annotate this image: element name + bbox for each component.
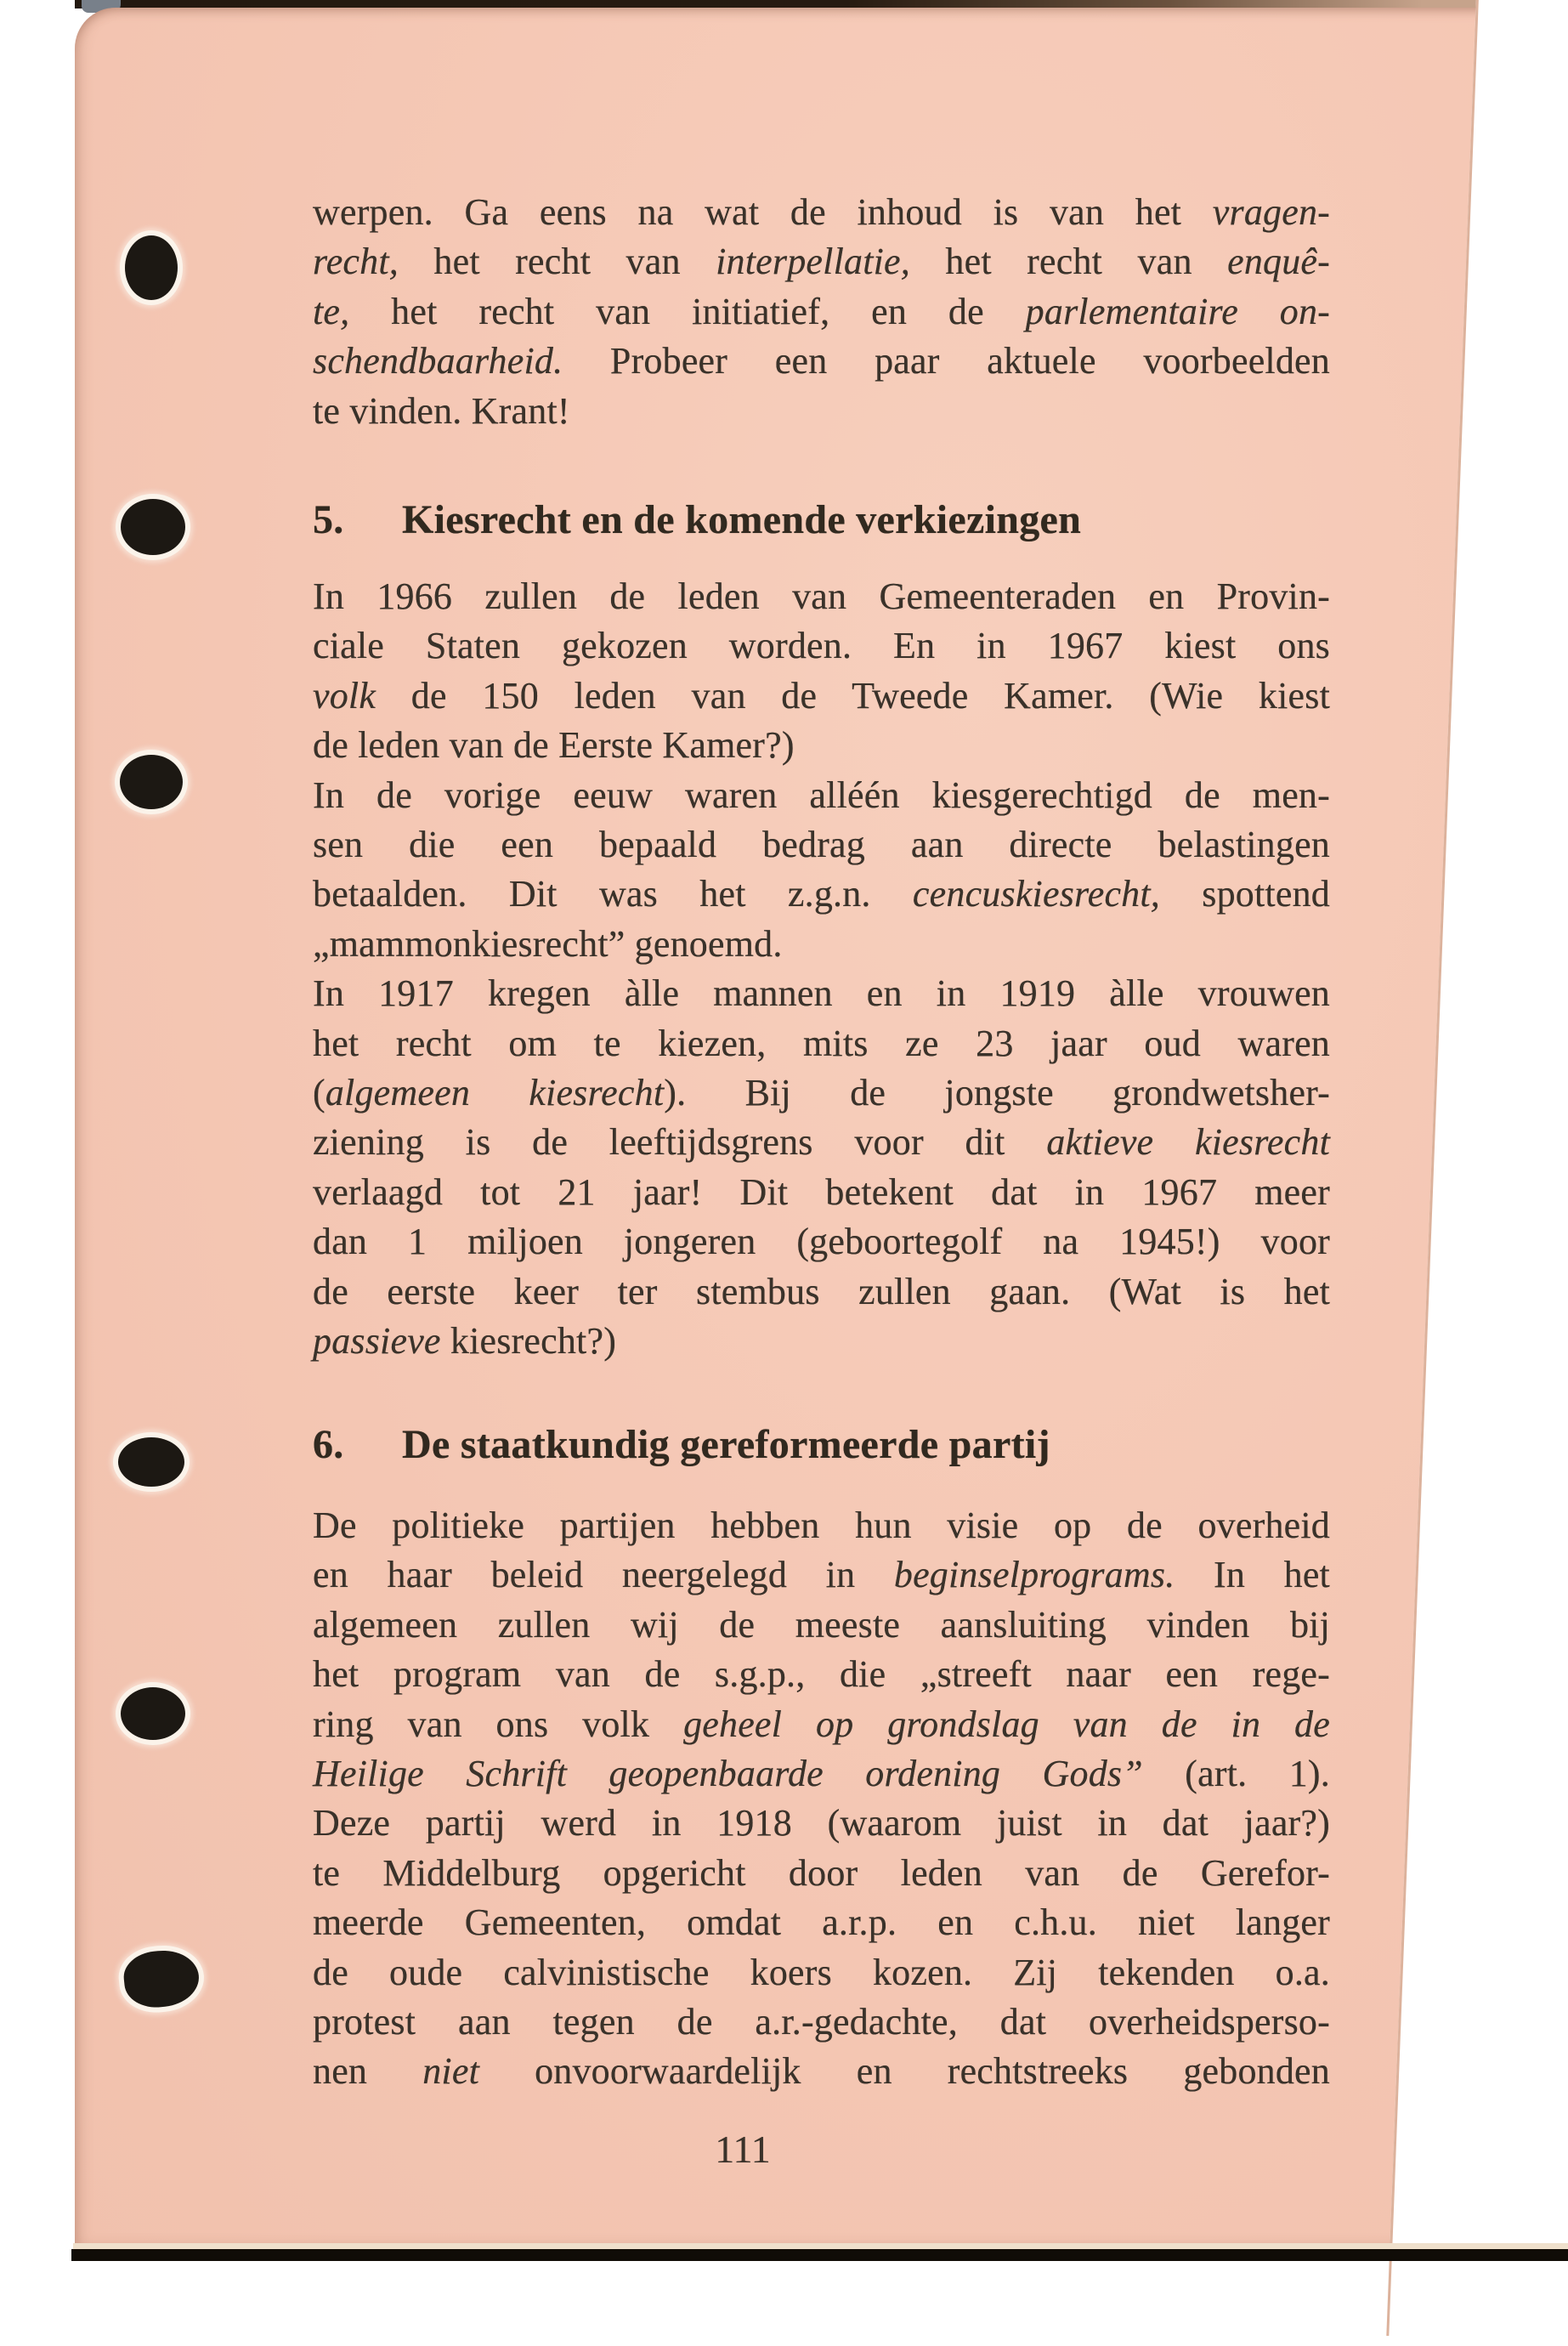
text-line: volk de 150 leden van de Tweede Kamer. (Wie kiest bbox=[313, 674, 1330, 717]
text-line: dan 1 miljoen jongeren (geboortegolf na 1945!) voor bbox=[313, 1221, 1330, 1263]
text-line: betaalden. Dit was het z.g.n. cencuskiesrecht, spottend bbox=[313, 873, 1330, 915]
paragraph-voting-rights bbox=[313, 572, 1330, 1367]
text-line: Heilige Schrift geopenbaarde ordening Gods” (art. 1). bbox=[313, 1753, 1330, 1795]
text-line: De politieke partijen hebben hun visie op de overheid bbox=[313, 1504, 1330, 1546]
text-line: de leden van de Eerste Kamer?) bbox=[313, 724, 795, 767]
punch-hole bbox=[121, 499, 185, 555]
text-line: nen niet onvoorwaardelijk en rechtstreeks gebonden bbox=[313, 2050, 1330, 2093]
page-number: 111 bbox=[715, 2128, 771, 2171]
text-line: passieve kiesrecht?) bbox=[313, 1320, 617, 1363]
paragraph-sgp bbox=[313, 1501, 1330, 2097]
text-line: het recht om te kiezen, mits ze 23 jaar oud waren bbox=[313, 1022, 1330, 1064]
punch-hole bbox=[122, 1947, 201, 2011]
text-line: ring van ons volk geheel op grondslag van de in de bbox=[313, 1703, 1330, 1745]
text-line: te Middelburg opgericht door leden van de Gerefor- bbox=[313, 1851, 1330, 1894]
text-line: de oude calvinistische koers kozen. Zij tekenden o.a. bbox=[313, 1951, 1330, 1993]
text-line: en haar beleid neergelegd in beginselprograms. In het bbox=[313, 1554, 1330, 1596]
text-line: meerde Gemeenten, omdat a.r.p. en c.h.u. niet langer bbox=[313, 1901, 1330, 1944]
text-line: (algemeen kiesrecht). Bij de jongste grondwetsher- bbox=[313, 1072, 1330, 1114]
text-line: verlaagd tot 21 jaar! Dit betekent dat in 1967 meer bbox=[313, 1170, 1330, 1213]
punch-hole bbox=[121, 1687, 185, 1740]
text-line: ziening is de leeftijdsgrens voor dit aktieve kiesrecht bbox=[313, 1121, 1330, 1164]
text-line: het program van de s.g.p., die „streeft naar een rege- bbox=[313, 1653, 1330, 1696]
text-line: de eerste keer ter stembus zullen gaan. (Wat is het bbox=[313, 1270, 1330, 1312]
section-5-heading bbox=[313, 496, 1418, 544]
text-line: schendbaarheid. Probeer een paar aktuele voorbeelden bbox=[313, 340, 1330, 382]
text-line: ciale Staten gekozen worden. En in 1967 kiest ons bbox=[313, 625, 1330, 667]
punch-hole bbox=[120, 755, 183, 809]
section-6-heading bbox=[313, 1421, 1418, 1469]
text-line: algemeen zullen wij de meeste aansluiting vinden bij bbox=[313, 1603, 1330, 1646]
text-line: werpen. Ga eens na wat de inhoud is van het vragen- bbox=[313, 191, 1330, 233]
text-line: te vinden. Krant! bbox=[313, 389, 570, 432]
punch-hole bbox=[125, 235, 178, 300]
text-line: recht, het recht van interpellatie, het recht van enquê- bbox=[313, 241, 1331, 283]
text-line: protest aan tegen de a.r.-gedachte, dat overheidsperso- bbox=[313, 2001, 1330, 2043]
book-page bbox=[75, 8, 1568, 2243]
section-number: 5. bbox=[313, 497, 344, 542]
text-line: te, het recht van initiatief, en de parlementaire on- bbox=[313, 290, 1330, 332]
page-bottom-edge bbox=[73, 2243, 1568, 2249]
text-line: sen die een bepaald bedrag aan directe belastingen bbox=[313, 824, 1330, 866]
punch-hole bbox=[118, 1437, 184, 1487]
section-number: 6. bbox=[313, 1422, 344, 1467]
text-line: „mammonkiesrecht” genoemd. bbox=[313, 922, 783, 965]
section-title: De staatkundig gereformeerde partij bbox=[402, 1422, 1050, 1467]
section-title: Kiesrecht en de komende verkiezingen bbox=[402, 497, 1082, 542]
paragraph-continuation bbox=[313, 188, 1330, 436]
text-line: In 1966 zullen de leden van Gemeenteraden en Provin- bbox=[313, 575, 1330, 617]
scan-edge-bottom-strip bbox=[71, 2249, 1568, 2261]
text-line: In de vorige eeuw waren alléén kiesgerechtigd de men- bbox=[313, 774, 1330, 816]
text-line: In 1917 kregen àlle mannen en in 1919 àlle vrouwen bbox=[313, 972, 1330, 1015]
text-line: Deze partij werd in 1918 (waarom juist in dat jaar?) bbox=[313, 1802, 1330, 1844]
